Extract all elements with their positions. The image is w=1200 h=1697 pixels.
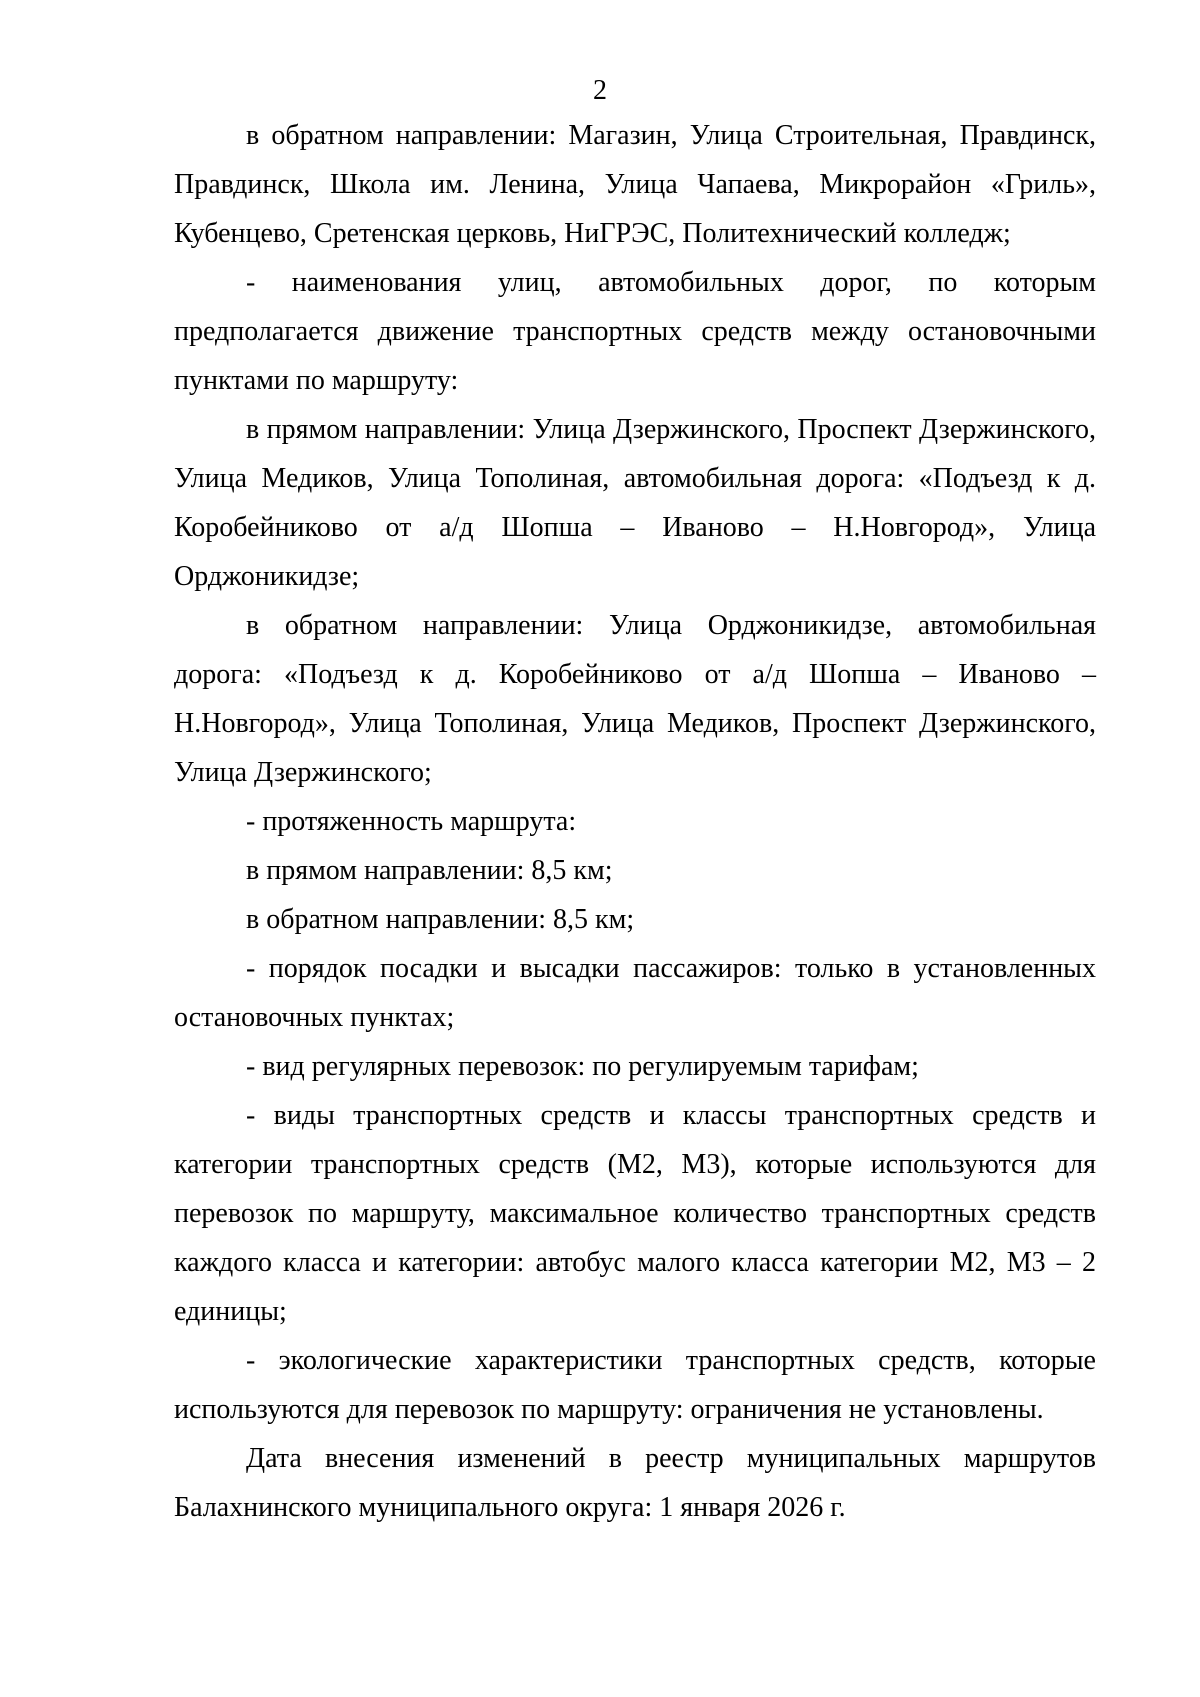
paragraph-forward-streets: в прямом направлении: Улица Дзержинского, Проспект Дзержинского, Улица Медиков, Улица Тополиная, автомобильная дорога: «Подъезд к д. Коробейниково от а/д Шопша – Иваново – Н.Новгород», Улица Орджоникидзе; [174, 414, 1096, 592]
paragraph-forward-length: в прямом направлении: 8,5 км; [246, 855, 613, 886]
page-number: 2 [593, 75, 607, 106]
paragraph-route-length: - протяженность маршрута: [246, 806, 577, 837]
document-body [174, 111, 1096, 1532]
paragraph-reverse-length: в обратном направлении: 8,5 км; [246, 904, 635, 935]
paragraph-vehicle-classes: - виды транспортных средств и классы транспортных средств и категории транспортных средств (М2, М3), которые используются для перевозок по маршруту, максимальное количество транспортных средств каждого класса и категории: автобус малого класса категории М2, М3 – 2 единицы; [174, 1100, 1096, 1327]
paragraph-ecological: - экологические характеристики транспортных средств, которые используются для перевозок по маршруту: ограничения не установлены. [174, 1345, 1096, 1425]
paragraph-street-names: - наименования улиц, автомобильных дорог, по которым предполагается движение транспортных средств между остановочными пунктами по маршруту: [174, 267, 1096, 396]
paragraph-reverse-streets: в обратном направлении: Улица Орджоникидзе, автомобильная дорога: «Подъезд к д. Коробейниково от а/д Шопша – Иваново – Н.Новгород», Улица Тополиная, Улица Медиков, Проспект Дзержинского, Улица Дзержинского; [174, 610, 1096, 788]
paragraph-reverse-stops: в обратном направлении: Магазин, Улица Строительная, Правдинск, Правдинск, Школа им. Ленина, Улица Чапаева, Микрорайон «Гриль», Кубенцево, Сретенская церковь, НиГРЭС, Политехнический колледж; [174, 120, 1096, 249]
paragraph-boarding-order: - порядок посадки и высадки пассажиров: только в установленных остановочных пунктах; [174, 953, 1096, 1033]
paragraph-transport-type: - вид регулярных перевозок: по регулируемым тарифам; [246, 1051, 919, 1082]
paragraph-registry-date: Дата внесения изменений в реестр муниципальных маршрутов Балахнинского муниципального округа: 1 января 2026 г. [174, 1443, 1096, 1523]
